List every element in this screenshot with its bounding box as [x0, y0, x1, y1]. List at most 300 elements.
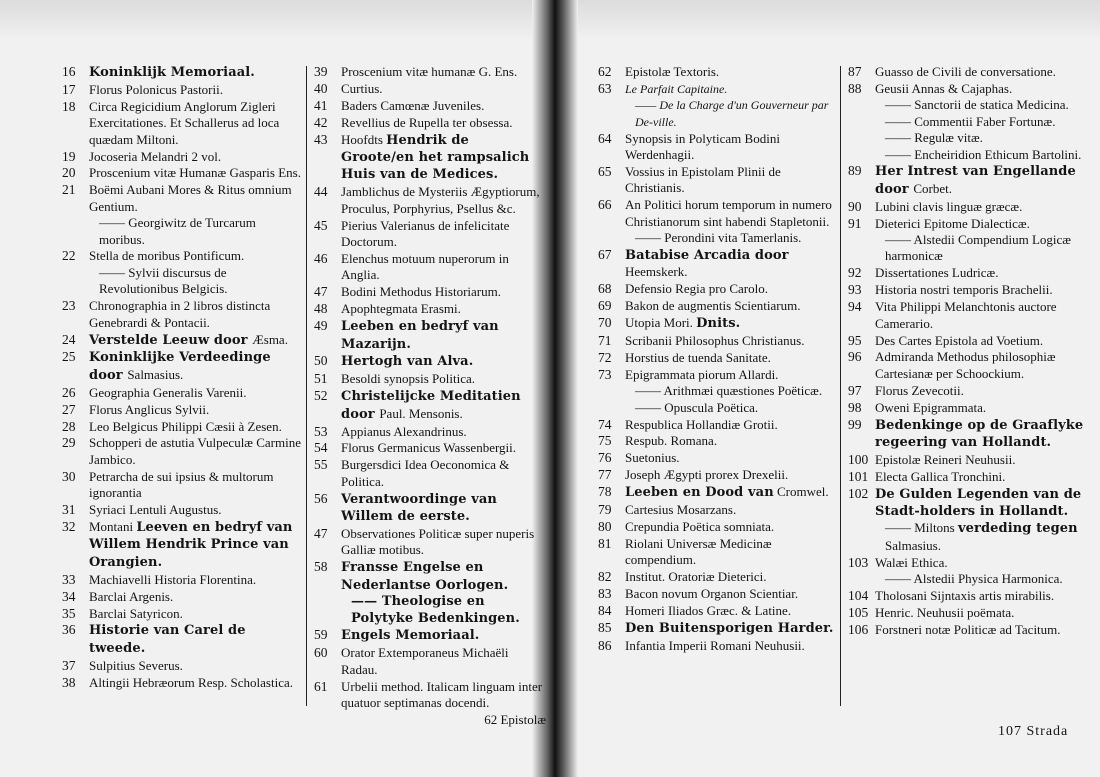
entry-number: 96	[848, 349, 862, 365]
entry-subitem: —— Alstedii Compendium Logicæ harmonicæ	[885, 232, 1071, 264]
catalog-entry	[314, 184, 546, 217]
catalog-entry	[62, 622, 302, 657]
entry-title: Florus Polonicus Pastorii.	[89, 81, 223, 97]
catalog-entry	[314, 491, 546, 526]
entry-title: Revellius de Rupella ter obsessa.	[341, 114, 513, 130]
entry-subitem: —— Commentii Faber Fortunæ.	[885, 113, 1056, 129]
entry-number: 83	[598, 586, 612, 602]
catalog-entry	[848, 216, 1092, 265]
catalog-entry	[848, 622, 1092, 638]
catalog-entry	[598, 350, 836, 366]
entry-title: Baders Camœnæ Juveniles.	[341, 97, 485, 113]
catalog-entry	[848, 265, 1092, 281]
entry-title: Machiavelli Historia Florentina.	[89, 571, 257, 587]
entry-title: Bodini Methodus Historiarum.	[341, 284, 501, 300]
entry-number: 64	[598, 130, 612, 146]
entry-number: 91	[848, 215, 862, 231]
entry-title: Synopsis in Polyticam Bodini Werdenhagii.	[625, 130, 780, 163]
catalog-entry	[62, 332, 302, 349]
catalog-entry	[598, 417, 836, 433]
entry-subitem: —— Arithmæi quæstiones Poëticæ.	[635, 383, 823, 399]
catalog-entry	[314, 679, 546, 712]
entry-number: 28	[62, 418, 76, 434]
entry-number: 47	[314, 525, 328, 541]
entry-number: 55	[314, 457, 328, 473]
catalog-entry	[62, 402, 302, 418]
entry-number: 69	[598, 298, 612, 314]
catalog-entry	[314, 284, 546, 300]
entry-title: Geusii Annas & Cajaphas.	[875, 80, 1013, 96]
catalog-entry	[848, 469, 1092, 485]
entry-title: Altingii Hebræorum Resp. Scholastica.	[89, 674, 294, 690]
entry-number: 75	[598, 433, 612, 449]
entry-number: 77	[598, 467, 612, 483]
entry-number: 104	[848, 588, 869, 604]
entry-title: Heemskerk.	[625, 264, 688, 280]
entry-title: Circa Regicidium Anglorum Zigleri Exercitationes. Et Schallerus ad loca quædam Miltoni.	[89, 98, 280, 147]
catalog-entry	[848, 163, 1092, 198]
entry-number: 33	[62, 571, 76, 587]
entry-tail: Salmasius.	[885, 537, 941, 553]
entry-number: 71	[598, 333, 612, 348]
catalog-entry	[314, 353, 546, 370]
catchword: 62 Epistolæ	[484, 712, 546, 728]
catalog-entry	[598, 467, 836, 483]
entry-title-blackletter: Fransse Engelse en Nederlantse Oorlogen.	[341, 560, 509, 593]
entry-title: Respub. Romana.	[625, 433, 718, 449]
catalog-entry	[848, 417, 1092, 452]
entry-title: Respublica Hollandiæ Grotii.	[625, 416, 778, 432]
entry-number: 31	[62, 502, 76, 518]
entry-title: Guasso de Civili de conversatione.	[875, 64, 1056, 79]
left-page-column-1	[62, 64, 302, 692]
entry-title: Le Parfait Capitaine.	[625, 81, 728, 96]
column-rule-left	[306, 66, 307, 706]
entry-title: Jamblichus de Mysteriis Ægyptiorum, Proculus, Porphyrius, Psellus &c.	[341, 184, 540, 216]
entry-number: 63	[598, 80, 612, 96]
entry-number: 105	[848, 605, 869, 620]
entry-title-blackletter: Koninklijke Verdeedinge door	[89, 350, 271, 383]
entry-title: Forstneri notæ Politicæ ad Tacitum.	[875, 621, 1061, 637]
entry-number: 29	[62, 435, 76, 451]
entry-title: Jocoseria Melandri 2 vol.	[89, 148, 222, 164]
catalog-entry	[62, 675, 302, 691]
entry-subitem: —— Perondini vita Tamerlanis.	[635, 230, 802, 246]
entry-number: 58	[314, 559, 328, 575]
catalog-entry	[598, 620, 836, 637]
right-page-column-1	[598, 64, 836, 655]
catalog-entry	[314, 301, 546, 317]
entry-title: Infantia Imperii Romani Neuhusii.	[625, 637, 805, 653]
entry-number: 49	[314, 318, 328, 334]
entry-title: Sulpitius Severus.	[89, 657, 183, 673]
catalog-entry	[314, 81, 546, 97]
catalog-entry	[314, 440, 546, 456]
entry-title: Institut. Oratoriæ Dieterici.	[625, 569, 767, 585]
entry-title: Florus Germanicus Wassenbergii.	[341, 440, 517, 456]
catalog-entry	[598, 81, 836, 130]
entry-number: 72	[598, 349, 612, 365]
entry-title: Des Cartes Epistola ad Voetium.	[875, 332, 1044, 348]
entry-number: 35	[62, 605, 76, 621]
catalog-entry	[598, 164, 836, 197]
entry-number: 97	[848, 382, 862, 398]
entry-number: 84	[598, 603, 612, 618]
catalog-entry	[848, 555, 1092, 588]
catalog-entry	[848, 282, 1092, 298]
entry-title: Suetonius.	[625, 450, 680, 466]
entry-number: 32	[62, 518, 76, 534]
entry-title: Horstius de tuenda Sanitate.	[625, 349, 771, 365]
catalog-entry	[848, 605, 1092, 621]
entry-title-blackletter: Dnits.	[696, 316, 741, 332]
catalog-entry	[314, 132, 546, 184]
entry-number: 68	[598, 281, 612, 297]
entry-number: 56	[314, 490, 328, 506]
entry-number: 41	[314, 97, 328, 113]
entry-title: Dissertationes Ludricæ.	[875, 265, 999, 281]
entry-subitem: —— Sanctorii de statica Medicina.	[885, 97, 1069, 113]
entry-number: 50	[314, 353, 328, 369]
catalog-entry	[62, 435, 302, 468]
entry-title: Salmasius.	[127, 366, 184, 382]
entry-title: Henric. Neuhusii poëmata.	[875, 605, 1015, 620]
entry-title: Lubini clavis linguæ græcæ.	[875, 198, 1023, 214]
entry-subitem: —— Regulæ vitæ.	[885, 130, 983, 146]
entry-title-blackletter: Verantwoordinge van Willem de eerste.	[341, 491, 497, 525]
catalog-entry	[598, 315, 836, 332]
entry-title: Chronographia in 2 libros distincta Genebrardi & Pontacii.	[89, 298, 271, 330]
entry-number: 27	[62, 401, 76, 417]
entry-title: Epigrammata piorum Allardi.	[625, 366, 779, 382]
entry-title: Syriaci Lentuli Augustus.	[89, 502, 222, 518]
entry-number: 94	[848, 299, 862, 315]
catalog-entry	[848, 333, 1092, 349]
entry-number: 17	[62, 81, 76, 97]
entry-title-blackletter: Hendrik de Groote/en het rampsalich Huis van de Medices.	[341, 132, 530, 183]
entry-title: Orator Extemporaneus Michaëli Radau.	[341, 645, 509, 677]
entry-title: Bacon novum Organon Scientiar.	[625, 586, 799, 602]
entry-number: 80	[598, 518, 612, 534]
entry-title: Montani	[89, 518, 137, 534]
entry-title-blackletter: De Gulden Legenden van de Stadt-holders in Hollandt.	[875, 486, 1082, 520]
entry-title: Vita Philippi Melanchtonis auctore Camerario.	[875, 299, 1057, 331]
entry-title: Defensio Regia pro Carolo.	[625, 281, 768, 297]
entry-title-blackletter: Historie van Carel de tweede.	[89, 623, 246, 656]
entry-title: Bakon de augmentis Scientiarum.	[625, 298, 801, 314]
entry-title-blackletter: Koninklijk Memoriaal.	[89, 65, 255, 80]
catalog-entry	[598, 433, 836, 449]
entry-subitem-italic: —— De la Charge d'un Gouverneur par De-ville.	[635, 98, 829, 129]
entry-number: 95	[848, 332, 862, 348]
entry-title: Appianus Alexandrinus.	[341, 423, 467, 439]
entry-number: 46	[314, 250, 328, 266]
entry-title: Riolani Universæ Medicinæ compendium.	[625, 535, 772, 568]
entry-title-blackletter: Leeben en Dood	[625, 485, 749, 501]
catalog-entry	[62, 349, 302, 384]
catalog-entry	[62, 502, 302, 518]
entry-title-blackletter: Her Intrest van Engellande door	[875, 164, 1076, 197]
catalog-entry	[314, 251, 546, 284]
entry-title: Tholosani Sijntaxis artis mirabilis.	[875, 588, 1055, 604]
entry-number: 66	[598, 197, 612, 213]
entry-number: 100	[848, 451, 869, 467]
catalog-entry	[848, 64, 1092, 80]
entry-number: 78	[598, 484, 612, 500]
catalog-entry	[62, 519, 302, 571]
entry-number: 34	[62, 588, 76, 604]
entry-title: Joseph Ægypti prorex Drexelii.	[625, 467, 789, 483]
entry-title: Æsma.	[252, 331, 288, 347]
entry-title: Utopia Mori.	[625, 315, 697, 331]
entry-number: 74	[598, 416, 612, 432]
catalog-entry	[848, 299, 1092, 332]
entry-number: 65	[598, 163, 612, 179]
entry-number: 43	[314, 131, 328, 147]
entry-subitem: —— Sylvii discursus de Revolutionibus Belgicis.	[99, 264, 228, 297]
entry-title-blackletter: Christelijcke Meditatien door	[341, 389, 521, 422]
entry-subitem	[875, 520, 1092, 537]
entry-number: 81	[598, 535, 612, 551]
catalog-entry	[62, 606, 302, 622]
entry-title-blackletter: Leeven en bedryf van Willem Hendrik Prince van Orangien.	[89, 519, 293, 570]
entry-number: 101	[848, 468, 869, 484]
catalog-entry	[314, 559, 546, 627]
entry-title: Burgersdici Idea Oeconomica & Politica.	[341, 457, 510, 489]
entry-title: Hoofdts	[341, 131, 387, 147]
catalog-entry	[598, 131, 836, 164]
catalog-entry	[314, 64, 546, 80]
entry-number: 39	[314, 64, 328, 79]
catalog-entry	[62, 469, 302, 502]
catalog-entry	[62, 658, 302, 674]
entry-number: 48	[314, 301, 328, 317]
catalog-entry	[598, 367, 836, 416]
entry-title: Oweni Epigrammata.	[875, 399, 987, 415]
catalog-entry	[598, 333, 836, 349]
entry-number: 24	[62, 331, 76, 347]
entry-number: 93	[848, 282, 862, 298]
entry-subitem-blackletter: —— Theologise en Polytyke Bedenkingen.	[351, 594, 520, 626]
catalog-entry	[62, 589, 302, 605]
catalog-entry	[314, 457, 546, 490]
entry-title: Crepundia Poëtica somniata.	[625, 518, 775, 534]
right-page-column-2	[848, 64, 1092, 639]
catalog-entry	[848, 383, 1092, 399]
entry-subitem: —— Alstedii Physica Harmonica.	[885, 571, 1063, 587]
catalog-entry	[848, 588, 1092, 604]
entry-title: Stella de moribus Pontificum.	[89, 248, 245, 264]
entry-title: Scribanii Philosophus Christianus.	[625, 333, 805, 348]
entry-number: 21	[62, 182, 76, 198]
entry-title: Boëmi Aubani Mores & Ritus omnium Gentium.	[89, 182, 292, 214]
entry-title-blackletter: Batabise Arcadia door	[625, 247, 789, 263]
catalog-entry	[314, 526, 546, 559]
entry-title: Apophtegmata Erasmi.	[341, 301, 461, 317]
catalog-entry	[598, 64, 836, 80]
entry-number: 62	[598, 64, 612, 79]
entry-number: 60	[314, 645, 328, 661]
entry-number: 59	[314, 627, 328, 643]
catalog-entry	[598, 197, 836, 246]
entry-number: 70	[598, 315, 612, 331]
entry-subitem: —— Encheiridion Ethicum Bartolini.	[885, 146, 1082, 162]
entry-number: 26	[62, 384, 76, 400]
entry-title: Besoldi synopsis Politica.	[341, 371, 475, 387]
catalog-entry	[848, 452, 1092, 468]
catalog-entry	[314, 388, 546, 423]
catalog-entry	[598, 569, 836, 585]
column-rule-right	[840, 66, 841, 706]
entry-number: 47	[314, 284, 328, 300]
catalog-entry	[314, 371, 546, 387]
left-page-column-2	[314, 64, 546, 728]
entry-number: 92	[848, 265, 862, 281]
catalog-entry	[314, 645, 546, 678]
catalog-entry	[314, 318, 546, 353]
entry-number: 90	[848, 198, 862, 214]
catalog-entry	[62, 572, 302, 588]
entry-title: Homeri Iliados Græc. & Latine.	[625, 603, 792, 618]
entry-number: 52	[314, 388, 328, 404]
entry-number: 38	[62, 674, 76, 690]
entry-title: Proscenium vitæ Humanæ Gasparis Ens.	[89, 165, 301, 181]
entry-title: Schopperi de astutia Vulpeculæ Carmine Jambico.	[89, 435, 301, 467]
catalog-entry	[848, 486, 1092, 555]
entry-number: 44	[314, 184, 328, 200]
catalog-entry	[598, 603, 836, 619]
catalog-entry	[314, 115, 546, 131]
entry-title-blackletter: Verstelde Leeuw door	[89, 332, 253, 348]
entry-number: 36	[62, 622, 76, 638]
entry-title-blackletter: Den Buitensporigen Harder.	[625, 620, 834, 636]
entry-title: Walæi Ethica.	[875, 554, 948, 570]
catalog-entry	[62, 419, 302, 435]
entry-number: 98	[848, 399, 862, 415]
catalog-entry	[598, 450, 836, 466]
entry-number: 67	[598, 246, 612, 262]
catalog-entry	[314, 424, 546, 440]
catalog-entry	[62, 248, 302, 297]
entry-number: 99	[848, 416, 862, 432]
entry-number: 89	[848, 163, 862, 179]
catalog-entry	[62, 82, 302, 98]
entry-title: Leo Belgicus Philippi Cæsii à Zesen.	[89, 418, 282, 434]
entry-number: 103	[848, 554, 869, 570]
entry-title: Florus Anglicus Sylvii.	[89, 401, 210, 417]
entry-title: Proscenium vitæ humanæ G. Ens.	[341, 64, 518, 79]
entry-number: 88	[848, 80, 862, 96]
catalog-entry	[848, 199, 1092, 215]
entry-title-blackletter: van	[748, 485, 774, 501]
entry-number: 79	[598, 502, 612, 518]
catalog-entry	[62, 64, 302, 81]
entry-title-blackletter: Bedenkinge op de Graaflyke regeering van Hollandt.	[875, 417, 1084, 450]
catalog-entry	[314, 627, 546, 644]
entry-title: Florus Zevecotii.	[875, 382, 964, 398]
entry-number: 53	[314, 423, 328, 439]
catalog-entry	[598, 298, 836, 314]
entry-title: Geographia Generalis Varenii.	[89, 384, 247, 400]
entry-number: 61	[314, 678, 328, 694]
entry-number: 85	[598, 619, 612, 635]
entry-number: 40	[314, 80, 328, 96]
entry-title-blackletter: Hertogh van Alva.	[341, 354, 474, 370]
entry-number: 87	[848, 64, 862, 79]
catalog-entry	[62, 99, 302, 148]
entry-title: An Politici horum temporum in numero Christianorum sint habendi Stapletonii.	[625, 197, 832, 229]
entry-number: 20	[62, 165, 76, 181]
entry-title: Cromwel.	[773, 484, 829, 500]
entry-title: Petrarcha de sui ipsius & multorum ignorantia	[89, 468, 274, 501]
entry-number: 102	[848, 485, 869, 501]
catalog-entry	[314, 218, 546, 251]
entry-title: Barclai Argenis.	[89, 588, 174, 604]
entry-number: 51	[314, 371, 328, 387]
catalog-entry	[62, 182, 302, 248]
entry-number: 19	[62, 148, 76, 164]
entry-title: Paul. Mensonis.	[379, 405, 463, 421]
entry-number: 73	[598, 366, 612, 382]
entry-number: 42	[314, 114, 328, 130]
entry-subitem: —— Opuscula Poëtica.	[635, 399, 759, 415]
entry-subitem: —— Georgiwitz de Turcarum moribus.	[99, 215, 256, 247]
entry-number: 76	[598, 450, 612, 466]
entry-number: 45	[314, 217, 328, 233]
catalog-entry	[598, 281, 836, 297]
entry-number: 23	[62, 298, 76, 314]
catalog-entry	[848, 349, 1092, 382]
entry-title: Epistolæ Reineri Neuhusii.	[875, 451, 1016, 467]
entry-number: 37	[62, 657, 76, 673]
catalog-entry	[598, 502, 836, 518]
entry-title: Urbelii method. Italicam linguam inter quatuor septimanas docendi.	[341, 678, 543, 711]
entry-title: Electa Gallica Tronchini.	[875, 468, 1006, 484]
entry-number: 30	[62, 468, 76, 484]
entry-number: 106	[848, 621, 869, 637]
catalog-entry	[62, 298, 302, 331]
entry-title: Dieterici Epitome Dialecticæ.	[875, 215, 1030, 231]
catalog-entry	[598, 484, 836, 501]
entry-title: Observationes Politicæ super nuperis Galliæ motibus.	[341, 525, 535, 558]
page-footer: 107 Strada	[998, 724, 1069, 739]
catalog-entry	[848, 400, 1092, 416]
entry-title: Pierius Valerianus de infelicitate Doctorum.	[341, 217, 510, 250]
entry-number: 18	[62, 98, 76, 114]
entry-number: 16	[62, 64, 76, 79]
entry-title: Corbet.	[913, 180, 952, 196]
catalog-entry	[598, 536, 836, 569]
entry-title: Epistolæ Textoris.	[625, 64, 720, 79]
catalog-entry	[598, 247, 836, 281]
entry-title: Admiranda Methodus philosophiæ Cartesianæ per Schoockium.	[875, 349, 1056, 381]
entry-title: Cartesius Mosarzans.	[625, 502, 737, 518]
entry-title: Barclai Satyricon.	[89, 605, 183, 621]
entry-number: 82	[598, 569, 612, 585]
entry-title-blackletter: Leeben en bedryf van Mazarijn.	[341, 319, 499, 352]
entry-title: Vossius in Epistolam Plinii de Christianis.	[625, 163, 781, 196]
catalog-entry	[598, 519, 836, 535]
entry-title: Historia nostri temporis Brachelii.	[875, 282, 1053, 298]
catalog-entry	[598, 638, 836, 654]
catalog-entry	[598, 586, 836, 602]
catalog-entry	[62, 385, 302, 401]
catalog-entry	[848, 81, 1092, 163]
entry-number: 86	[598, 637, 612, 653]
catalog-entry	[314, 98, 546, 114]
entry-number: 22	[62, 248, 76, 264]
entry-title-blackletter: Engels Memoriaal.	[341, 628, 480, 644]
